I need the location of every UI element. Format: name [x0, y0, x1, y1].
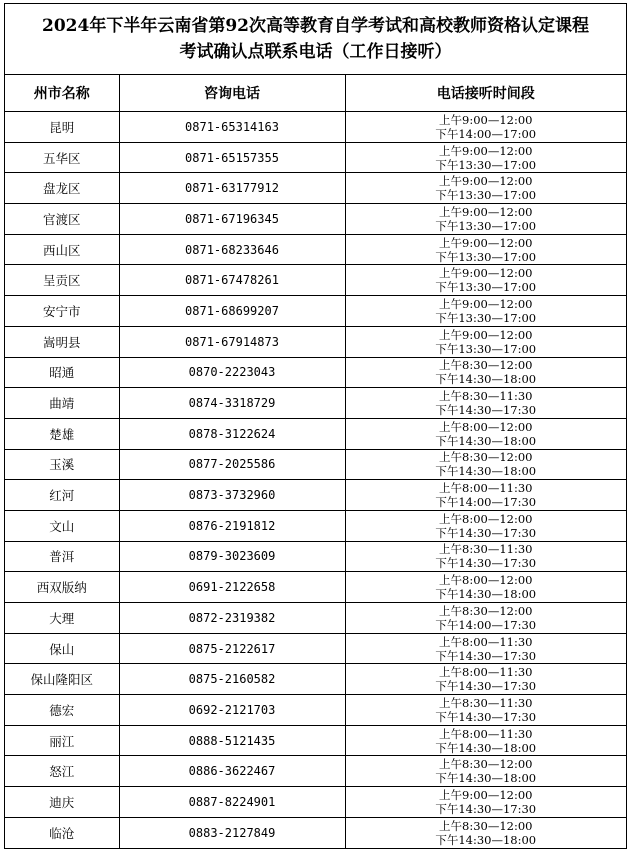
afternoon-hours: 下午13:30—17:00: [435, 188, 537, 203]
hours-cell: [345, 204, 626, 235]
afternoon-hours: 下午14:00—17:30: [435, 495, 537, 510]
header-row: [5, 75, 626, 112]
hours-cell: [345, 265, 626, 296]
city-name: 保山: [5, 633, 119, 664]
table-row: [5, 388, 626, 419]
morning-hours: 上午9:00—12:00: [439, 787, 533, 802]
hours-cell: [345, 112, 626, 143]
table-row: [5, 572, 626, 603]
morning-hours: 上午9:00—12:00: [439, 112, 533, 127]
city-name: 五华区: [5, 142, 119, 173]
phone-number: 0887-8224901: [119, 787, 345, 818]
phone-number: 0879-3023609: [119, 541, 345, 572]
hours-cell: [345, 234, 626, 265]
afternoon-hours: 下午13:30—17:00: [435, 341, 537, 356]
city-name: 大理: [5, 603, 119, 634]
phone-number: 0871-68233646: [119, 234, 345, 265]
hours-cell: [345, 603, 626, 634]
afternoon-hours: 下午14:00—17:30: [435, 617, 537, 632]
hours-cell: [345, 695, 626, 726]
city-name: 文山: [5, 510, 119, 541]
phone-number: 0871-67914873: [119, 326, 345, 357]
phone-number: 0883-2127849: [119, 817, 345, 847]
city-name: 红河: [5, 480, 119, 511]
title-line-1: 2024年下半年云南省第92次高等教育自学考试和高校教师资格认定课程: [42, 16, 589, 36]
afternoon-hours: 下午14:30—17:30: [435, 403, 537, 418]
morning-hours: 上午8:30—11:30: [439, 695, 533, 710]
table-row: [5, 817, 626, 847]
table-row: [5, 541, 626, 572]
table-row: [5, 756, 626, 787]
phone-number: 0871-65314163: [119, 112, 345, 143]
contact-table: [5, 75, 626, 848]
morning-hours: 上午9:00—12:00: [439, 143, 533, 158]
afternoon-hours: 下午14:30—17:30: [435, 648, 537, 663]
city-name: 呈贡区: [5, 265, 119, 296]
city-name: 德宏: [5, 695, 119, 726]
morning-hours: 上午9:00—12:00: [439, 266, 533, 281]
city-name: 怒江: [5, 756, 119, 787]
morning-hours: 上午9:00—12:00: [439, 235, 533, 250]
morning-hours: 上午9:00—12:00: [439, 204, 533, 219]
city-name: 丽江: [5, 725, 119, 756]
header-hours: 电话接听时间段: [345, 75, 626, 112]
table-row: [5, 510, 626, 541]
table-row: [5, 142, 626, 173]
afternoon-hours: 下午14:30—17:30: [435, 525, 537, 540]
city-name: 嵩明县: [5, 326, 119, 357]
table-row: [5, 418, 626, 449]
morning-hours: 上午8:30—12:00: [439, 818, 533, 833]
city-name: 昆明: [5, 112, 119, 143]
hours-cell: [345, 326, 626, 357]
afternoon-hours: 下午14:30—17:30: [435, 801, 537, 816]
phone-number: 0886-3622467: [119, 756, 345, 787]
hours-cell: [345, 480, 626, 511]
hours-cell: [345, 357, 626, 388]
table-row: [5, 265, 626, 296]
table-row: [5, 357, 626, 388]
city-name: 西山区: [5, 234, 119, 265]
morning-hours: 上午8:00—11:30: [439, 726, 533, 741]
afternoon-hours: 下午14:30—17:30: [435, 556, 537, 571]
table-row: [5, 633, 626, 664]
afternoon-hours: 下午13:30—17:00: [435, 157, 537, 172]
afternoon-hours: 下午14:30—18:00: [435, 771, 537, 786]
hours-cell: [345, 725, 626, 756]
morning-hours: 上午9:00—12:00: [439, 296, 533, 311]
city-name: 楚雄: [5, 418, 119, 449]
city-name: 迪庆: [5, 787, 119, 818]
header-city: 州市名称: [5, 75, 119, 112]
morning-hours: 上午8:00—12:00: [439, 573, 533, 588]
phone-number: 0874-3318729: [119, 388, 345, 419]
afternoon-hours: 下午14:30—17:30: [435, 679, 537, 694]
phone-number: 0871-63177912: [119, 173, 345, 204]
table-row: [5, 296, 626, 327]
phone-number: 0876-2191812: [119, 510, 345, 541]
hours-cell: [345, 449, 626, 480]
phone-number: 0888-5121435: [119, 725, 345, 756]
hours-cell: [345, 541, 626, 572]
city-name: 曲靖: [5, 388, 119, 419]
phone-number: 0871-67478261: [119, 265, 345, 296]
city-name: 保山隆阳区: [5, 664, 119, 695]
phone-number: 0871-68699207: [119, 296, 345, 327]
hours-cell: [345, 572, 626, 603]
hours-cell: [345, 787, 626, 818]
afternoon-hours: 下午14:30—18:00: [435, 740, 537, 755]
afternoon-hours: 下午14:30—18:00: [435, 372, 537, 387]
city-name: 安宁市: [5, 296, 119, 327]
morning-hours: 上午9:00—12:00: [439, 327, 533, 342]
morning-hours: 上午8:00—11:30: [439, 634, 533, 649]
phone-number: 0691-2122658: [119, 572, 345, 603]
hours-cell: [345, 633, 626, 664]
afternoon-hours: 下午14:30—17:30: [435, 709, 537, 724]
morning-hours: 上午8:00—12:00: [439, 511, 533, 526]
morning-hours: 上午8:30—12:00: [439, 603, 533, 618]
hours-cell: [345, 142, 626, 173]
header-phone: 咨询电话: [119, 75, 345, 112]
hours-cell: [345, 418, 626, 449]
city-name: 西双版纳: [5, 572, 119, 603]
afternoon-hours: 下午13:30—17:00: [435, 280, 537, 295]
table-row: [5, 449, 626, 480]
phone-number: 0873-3732960: [119, 480, 345, 511]
table-row: [5, 695, 626, 726]
table-row: [5, 664, 626, 695]
title-line-2: 考试确认点联系电话（工作日接听）: [179, 42, 452, 62]
phone-number: 0875-2160582: [119, 664, 345, 695]
table-row: [5, 480, 626, 511]
hours-cell: [345, 296, 626, 327]
afternoon-hours: 下午14:30—18:00: [435, 464, 537, 479]
table-row: [5, 326, 626, 357]
table-row: [5, 204, 626, 235]
afternoon-hours: 下午13:30—17:00: [435, 218, 537, 233]
morning-hours: 上午9:00—12:00: [439, 174, 533, 189]
table-row: [5, 787, 626, 818]
table-row: [5, 112, 626, 143]
afternoon-hours: 下午14:30—18:00: [435, 433, 537, 448]
afternoon-hours: 下午13:30—17:00: [435, 249, 537, 264]
table-row: [5, 603, 626, 634]
city-name: 官渡区: [5, 204, 119, 235]
city-name: 盘龙区: [5, 173, 119, 204]
hours-cell: [345, 817, 626, 847]
morning-hours: 上午8:30—12:00: [439, 757, 533, 772]
city-name: 普洱: [5, 541, 119, 572]
afternoon-hours: 下午14:30—18:00: [435, 832, 537, 847]
phone-number: 0878-3122624: [119, 418, 345, 449]
table-body: [5, 112, 626, 848]
table-row: [5, 234, 626, 265]
document-title: [5, 4, 626, 75]
contact-sheet: [4, 3, 627, 849]
morning-hours: 上午8:00—12:00: [439, 419, 533, 434]
city-name: 昭通: [5, 357, 119, 388]
afternoon-hours: 下午13:30—17:00: [435, 310, 537, 325]
phone-number: 0692-2121703: [119, 695, 345, 726]
morning-hours: 上午8:00—11:30: [439, 481, 533, 496]
table-row: [5, 725, 626, 756]
phone-number: 0870-2223043: [119, 357, 345, 388]
hours-cell: [345, 388, 626, 419]
morning-hours: 上午8:30—12:00: [439, 450, 533, 465]
afternoon-hours: 下午14:30—18:00: [435, 587, 537, 602]
hours-cell: [345, 756, 626, 787]
morning-hours: 上午8:30—11:30: [439, 542, 533, 557]
table-row: [5, 173, 626, 204]
phone-number: 0877-2025586: [119, 449, 345, 480]
morning-hours: 上午8:00—11:30: [439, 665, 533, 680]
hours-cell: [345, 664, 626, 695]
phone-number: 0872-2319382: [119, 603, 345, 634]
city-name: 玉溪: [5, 449, 119, 480]
morning-hours: 上午8:30—11:30: [439, 389, 533, 404]
phone-number: 0875-2122617: [119, 633, 345, 664]
afternoon-hours: 下午14:00—17:00: [435, 126, 537, 141]
phone-number: 0871-65157355: [119, 142, 345, 173]
phone-number: 0871-67196345: [119, 204, 345, 235]
city-name: 临沧: [5, 817, 119, 847]
hours-cell: [345, 510, 626, 541]
morning-hours: 上午8:30—12:00: [439, 358, 533, 373]
hours-cell: [345, 173, 626, 204]
